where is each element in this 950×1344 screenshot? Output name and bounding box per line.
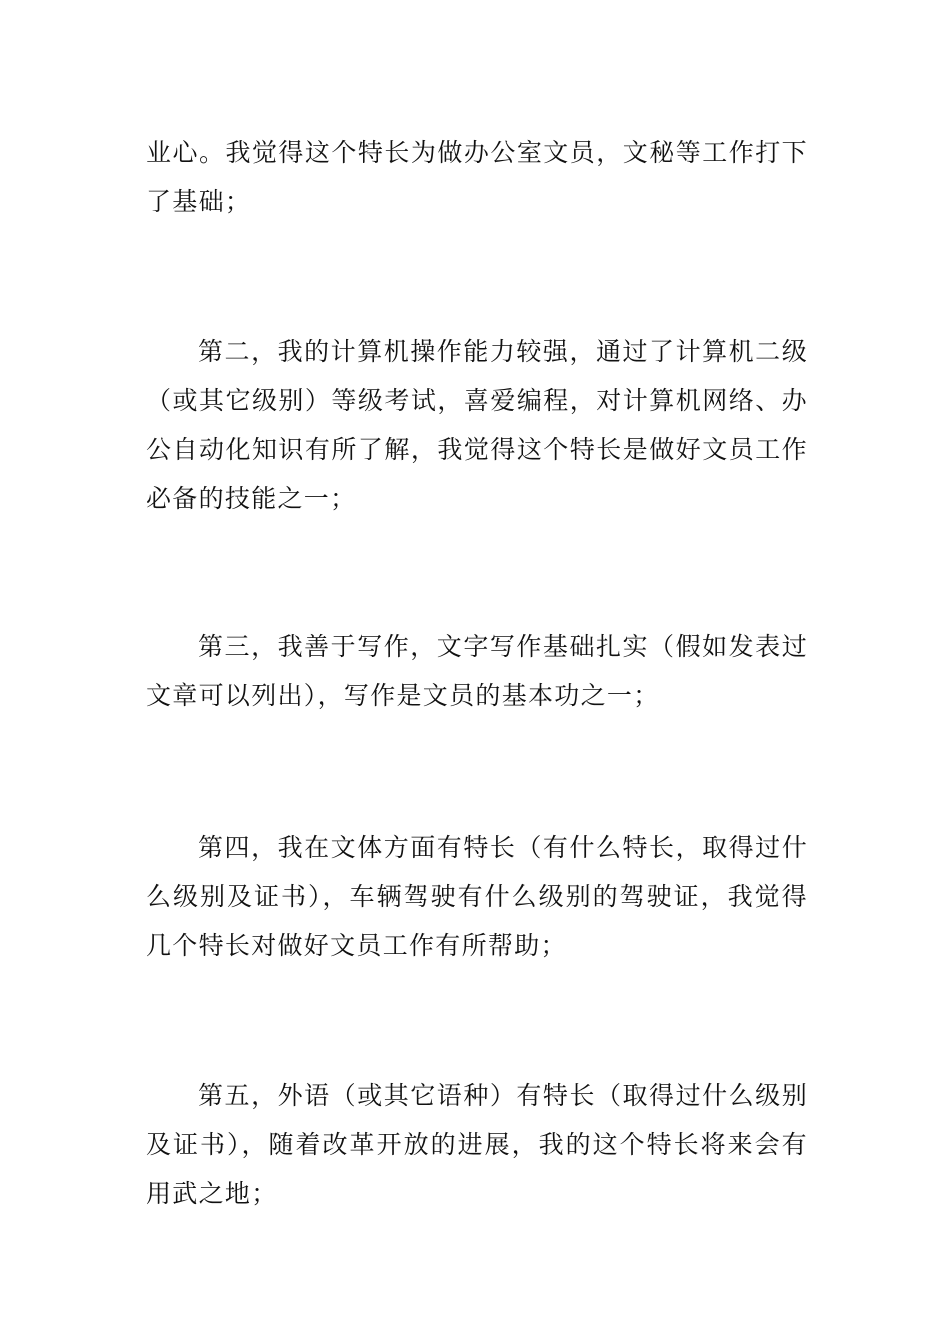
paragraph-third-skill: 第三，我善于写作，文字写作基础扎实（假如发表过文章可以列出），写作是文员的基本功之一； bbox=[146, 632, 808, 710]
paragraph-second-skill: 第二，我的计算机操作能力较强，通过了计算机二级（或其它级别）等级考试，喜爱编程，对计算机网络、办公自动化知识有所了解，我觉得这个特长是做好文员工作必备的技能之一； bbox=[146, 337, 808, 513]
paragraph-fourth-skill: 第四，我在文体方面有特长（有什么特长，取得过什么级别及证书），车辆驾驶有什么级别的驾驶证，我觉得几个特长对做好文员工作有所帮助； bbox=[146, 833, 808, 960]
paragraph-fifth-skill: 第五，外语（或其它语种）有特长（取得过什么级别及证书），随着改革开放的进展，我的这个特长将来会有用武之地； bbox=[146, 1081, 808, 1208]
paragraph-continuation: 业心。我觉得这个特长为做办公室文员，文秘等工作打下了基础； bbox=[146, 138, 808, 216]
